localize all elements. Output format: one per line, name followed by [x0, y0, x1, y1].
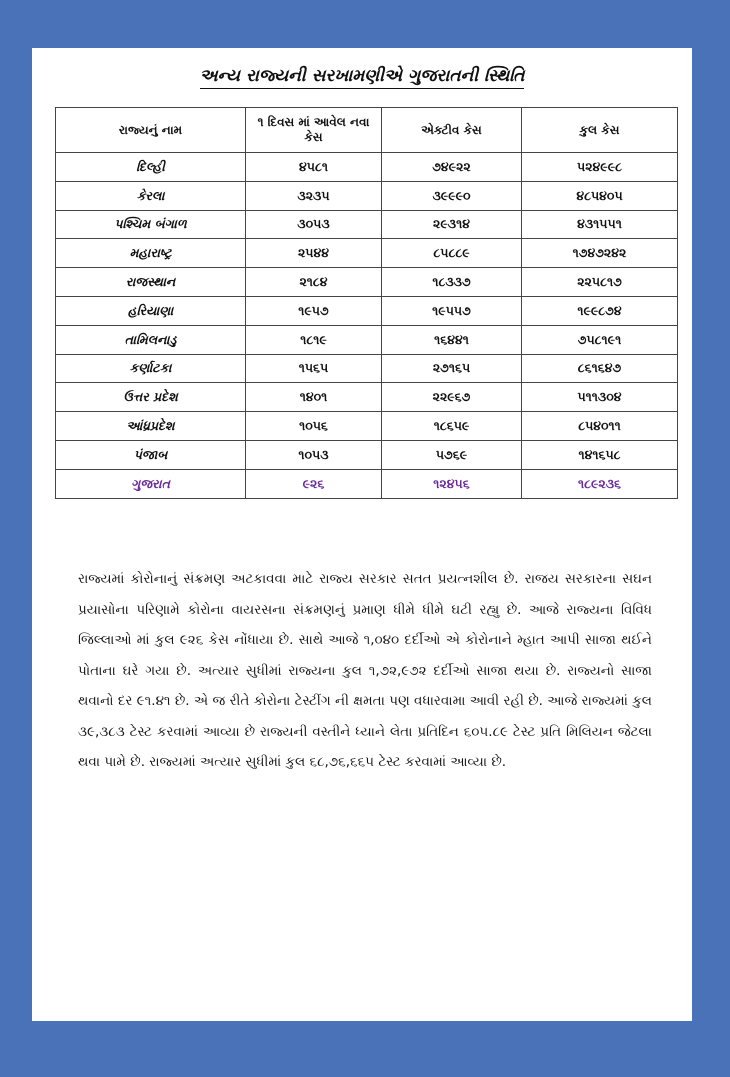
cell-active-cases: ૧૮૬૫૯	[382, 412, 522, 441]
table-row	[56, 440, 678, 469]
table-row	[56, 268, 678, 297]
cell-new-cases: ૧૦૫૩	[246, 440, 382, 469]
table-row	[56, 296, 678, 325]
document-page	[32, 48, 692, 1021]
cell-new-cases: ૪૫૮૧	[246, 153, 382, 182]
cell-state: મહારાષ્ટ્ર	[56, 239, 246, 268]
cell-new-cases: ૧૫૬૫	[246, 354, 382, 383]
header-total-cases: કુલ કેસ	[522, 108, 678, 153]
cell-new-cases: ૩૨૩૫	[246, 181, 382, 210]
cell-active-cases: ૧૨૪૫૬	[382, 469, 522, 498]
cell-total-cases: ૨૨૫૮૧૭	[522, 268, 678, 297]
cell-new-cases: ૧૦૫૬	[246, 412, 382, 441]
table-row	[56, 354, 678, 383]
cell-total-cases: ૫૧૧૩૦૪	[522, 383, 678, 412]
table-row	[56, 153, 678, 182]
header-state-name: રાજ્યનું નામ	[56, 108, 246, 153]
cell-new-cases: ૧૪૦૧	[246, 383, 382, 412]
cell-state: ગુજરાત	[56, 469, 246, 498]
state-comparison-table	[55, 107, 678, 499]
table-row	[56, 325, 678, 354]
cell-total-cases: ૧૯૯૮૭૪	[522, 296, 678, 325]
cell-total-cases: ૭૫૮૧૯૧	[522, 325, 678, 354]
cell-total-cases: ૧૭૪૭૨૪૨	[522, 239, 678, 268]
cell-state: પંજાબ	[56, 440, 246, 469]
table-row	[56, 412, 678, 441]
cell-state: હરિયાણા	[56, 296, 246, 325]
cell-new-cases: ૯૨૬	[246, 469, 382, 498]
cell-new-cases: ૧૮૧૯	[246, 325, 382, 354]
table-row	[56, 239, 678, 268]
cell-active-cases: ૨૨૯૬૭	[382, 383, 522, 412]
cell-active-cases: ૧૮૩૩૭	[382, 268, 522, 297]
cell-total-cases: ૧૮૯૨૩૬	[522, 469, 678, 498]
cell-total-cases: ૪૮૫૪૦૫	[522, 181, 678, 210]
table-row	[56, 210, 678, 239]
table-row-gujarat	[56, 469, 678, 498]
cell-state: કર્ણાટકા	[56, 354, 246, 383]
cell-active-cases: ૧૯૫૫૭	[382, 296, 522, 325]
cell-state: તામિલનાડુ	[56, 325, 246, 354]
cell-new-cases: ૧૯૫૭	[246, 296, 382, 325]
cell-active-cases: ૧૬૪૪૧	[382, 325, 522, 354]
cell-new-cases: ૨૧૮૪	[246, 268, 382, 297]
page-title-text: અન્ય રાજ્યની સરખામણીએ ગુજરાતની સ્થિતિ	[200, 66, 525, 89]
page-title	[32, 66, 692, 86]
cell-total-cases: ૪૩૧૫૫૧	[522, 210, 678, 239]
cell-state: રાજસ્થાન	[56, 268, 246, 297]
cell-state: પશ્ચિમ બંગાળ	[56, 210, 246, 239]
header-active-cases: એક્ટીવ કેસ	[382, 108, 522, 153]
cell-total-cases: ૧૪૧૬૫૮	[522, 440, 678, 469]
cell-new-cases: ૨૫૪૪	[246, 239, 382, 268]
cell-total-cases: ૫૨૪૯૯૮	[522, 153, 678, 182]
body-paragraph: રાજ્યમાં કોરોનાનું સંક્રમણ અટકાવવા માટે રાજ્ય સરકાર સતત પ્રયત્નશીલ છે. રાજય સરકારના સઘન પ્રયાસોના પરિણામે કોરોના વાયરસના સંક્રમણનું પ્રમાણ ધીમે ધીમે ઘટી રહ્યુ છે. આજે રાજ્યના વિવિધ જિલ્લાઓ માં કુલ ૯૨૬ કેસ નોંધાયા છે. સાથે આજે ૧,૦૪૦ દર્દીઓ એ કોરોનાને મ્હાત આપી સાજા થઈને પોતાના ઘરે ગયા છે. અત્યાર સુધીમાં રાજ્યના કુલ ૧,૭૨,૯૭૨ દર્દીઓ સાજા થયા છે. રાજ્યનો સાજા થવાનો દર ૯૧.૪૧ છે. એ જ રીતે કોરોના ટેસ્ટીંગ ની ક્ષમતા પણ વધારવામા આવી રહી છે. આજે રાજ્યમાં કુલ ૩૯,૩૮૩ ટેસ્ટ કરવામાં આવ્યા છે રાજ્યની વસ્તીને ધ્યાને લેતા પ્રતિદિન ૬૦૫.૮૯ ટેસ્ટ પ્રતિ મિલિયન જેટલા થવા પામે છે. રાજ્યમાં અત્યાર સુધીમાં કુલ ૬૮,૭૬,૬૬૫ ટેસ્ટ કરવામાં આવ્યા છે.	[78, 571, 652, 770]
cell-total-cases: ૮૬૧૬૪૭	[522, 354, 678, 383]
cell-active-cases: ૨૯૩૧૪	[382, 210, 522, 239]
cell-active-cases: ૮૫૮૮૯	[382, 239, 522, 268]
table-row	[56, 383, 678, 412]
table-row	[56, 181, 678, 210]
cell-state: આંધ્રપ્રદેશ	[56, 412, 246, 441]
cell-active-cases: ૭૪૯૨૨	[382, 153, 522, 182]
header-new-cases: ૧ દિવસ માં આવેલ નવા કેસ	[246, 108, 382, 153]
cell-state: દિલ્હી	[56, 153, 246, 182]
cell-total-cases: ૮૫૪૦૧૧	[522, 412, 678, 441]
cell-active-cases: ૩૯૯૯૦	[382, 181, 522, 210]
cell-active-cases: ૫૭૬૯	[382, 440, 522, 469]
cell-active-cases: ૨૭૧૬૫	[382, 354, 522, 383]
table-header-row	[56, 108, 678, 153]
cell-state: કેરલા	[56, 181, 246, 210]
cell-new-cases: ૩૦૫૩	[246, 210, 382, 239]
cell-state: ઉત્તર પ્રદેશ	[56, 383, 246, 412]
